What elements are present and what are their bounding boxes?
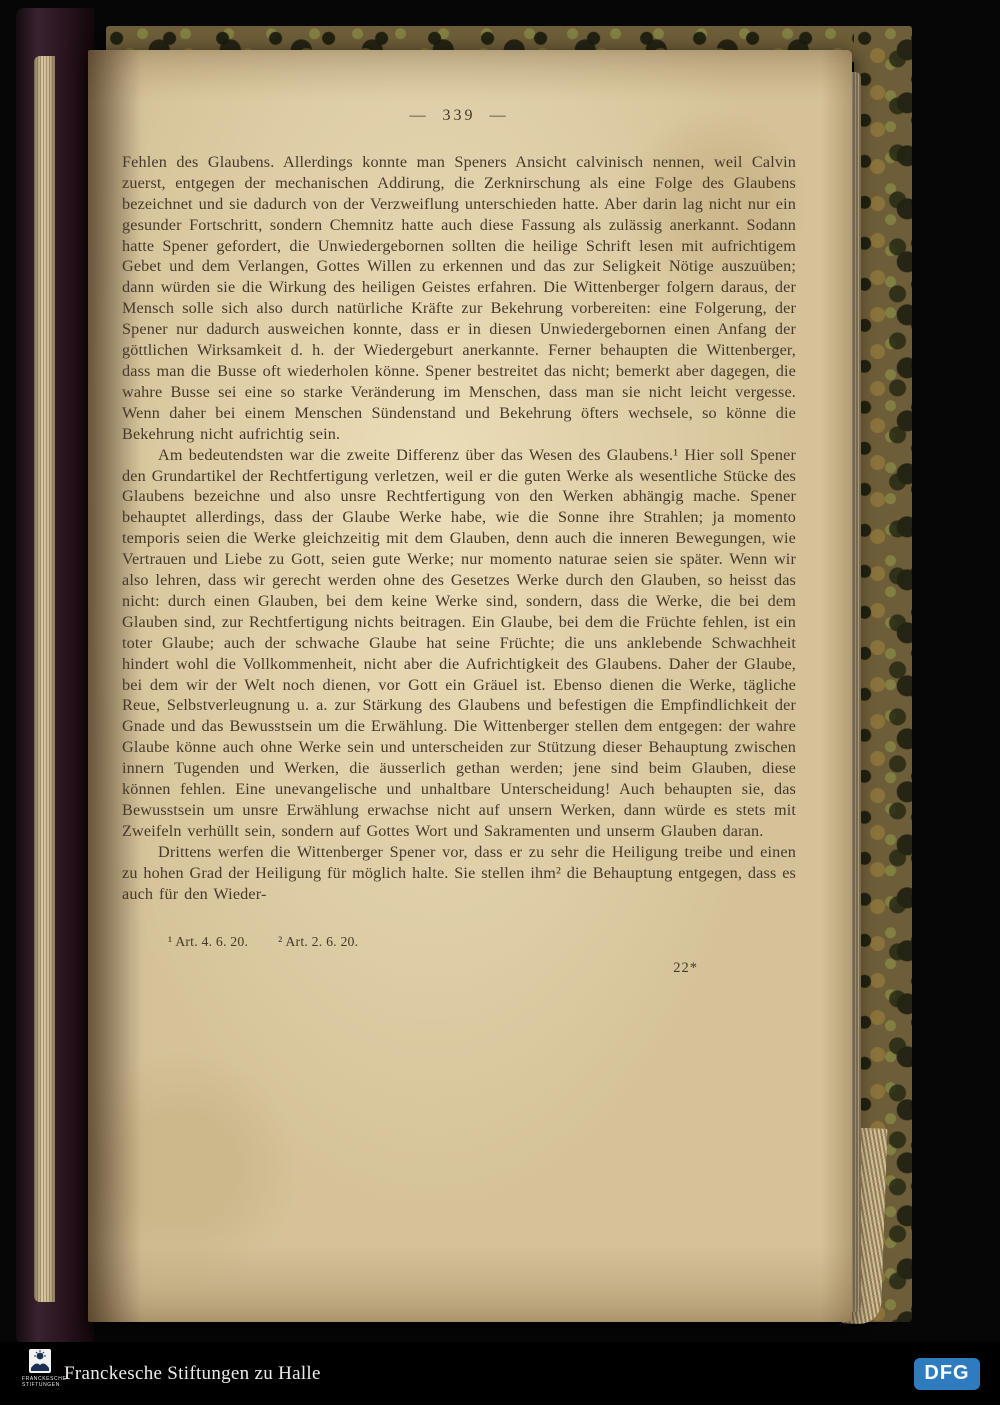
paragraph: Fehlen des Glaubens. Allerdings konnte man Speners Ansicht calvinisch nennen, weil Calvin zuerst, entgegen der mechanischen Addirung, die Zerknirschung als eine Folge des Glaubens bezeichnet und sie dadurch von der Verzweiflung unterschieden hatte. Aber darin lag nicht nur ein gesunder Fortschritt, sondern Chemnitz hatte auch diese Fassung als zulässig anerkannt. Sodann hatte Spener gefordert, die Unwiedergebornen sollten die heilige Schrift lesen mit aufrichtigem Gebet und dem Verlangen, Gottes Willen zu erkennen und das zur Seligkeit Nötige auszuüben; dann würden sie die Wirkung des heiligen Geistes erfahren. Die Wittenberger folgern daraus, der Mensch solle sich also durch natürliche Kräfte zur Bekehrung vorbereiten: eine Folgerung, der Spener nur dadurch ausweichen konnte, dass er in diesen Unwiedergebornen einen Anfang der göttlichen Wirksamkeit d. h. der Wiedergeburt anerkannte. Ferner behaupten die Wittenberger, dass man die Busse oft wiederholen könne. Spener bestreitet das nicht; bemerkt aber dagegen, die wahre Busse sei eine so starke Veränderung im Menschen, dass man sie nicht leicht vergesse. Wenn daher bei einem Menschen Sündenstand und Bekehrung öfters wechsele, so könne die Bekehrung nicht aufrichtig sein. bbox=[122, 152, 796, 443]
francke-eagle-sun-icon bbox=[28, 1348, 52, 1374]
book-cover-spine bbox=[16, 8, 94, 1344]
footer-bar bbox=[0, 1342, 1000, 1405]
footnote-1: ¹ Art. 4. 6. 20. bbox=[168, 933, 249, 949]
signature-mark: 22* bbox=[673, 960, 698, 977]
dfg-logo: DFG bbox=[914, 1358, 980, 1390]
library-name: Franckesche Stiftungen zu Halle bbox=[64, 1362, 321, 1384]
page-number: — 339 — bbox=[409, 107, 509, 124]
page-fore-edge-left bbox=[34, 56, 55, 1302]
footnote-row bbox=[122, 932, 796, 953]
book-page bbox=[88, 50, 852, 1322]
paragraph: Am bedeutendsten war die zweite Differenz über das Wesen des Glaubens.¹ Hier soll Spener den Grundartikel der Rechtfertigung verletzen, weil er die guten Werke als wesentliche Stücke des Glaubens bezeichne und also unsre Rechtfertigung von den Werken abhängig mache. Spener behauptet allerdings, dass der Glaube Werke habe, wie die Sonne ihre Strahlen; ja momento temporis seien die Werke gleichzeitig mit dem Glauben, denn auch die inneren Bewegungen, wie Vertrauen und Liebe zu Gott, seien gute Werke; nur momento naturae seien sie später. Wenn wir also lehren, dass wir gerecht werden ohne des Gesetzes Werke durch den Glauben, so heisst das nicht: durch einen Glauben, bei dem keine Werke sind, sondern, dass die Werke, die bei dem Glauben sind, zur Rechtfertigung nichts beitragen. Ein Glaube, bei dem die Früchte fehlen, ist ein toter Glaube; auch der schwache Glaube hat seine Früchte; die uns anklebende Schwachheit hindert wohl die Vollkommenheit, nicht aber die Aufrichtigkeit des Glaubens. Daher der Glaube, bei dem wir der Welt noch dienen, vor Gott ein Gräuel ist. Ebenso dienen die Werke, tägliche Reue, Selbstverleugnung u. a. zur Stärkung des Glaubens und befestigen die Empfindlichkeit der Gnade und das Bewusstsein um die Erwählung. Die Wittenberger stellen dem entgegen: der wahre Glaube könne auch ohne Werke sein und unterscheiden zur Stützung dieser Behauptung zwischen innern Tugenden und Werken, die äusserlich gethan werden; jene sind beim Glauben, diese können fehlen. Eine unevangelische und unhaltbare Unterscheidung! Auch behaupten sie, das Bewusstsein um unsre Erwählung erwachse nicht auf unsern Werken, dann würde es stets mit Zweifeln verhüllt sein, sondern auf Gottes Wort und Sakramenten und unserm Glauben daran. bbox=[122, 445, 796, 840]
footnote-2: ² Art. 2. 6. 20. bbox=[278, 933, 359, 949]
paragraph: Drittens werfen die Wittenberger Spener vor, dass er zu sehr die Heiligung treibe und einen zu hohen Grad der Heiligung für möglich halte. Sie stellen ihm² die Behauptung entgegen, dass es auch für den Wieder- bbox=[122, 842, 796, 903]
francke-logo-caption: FRANCKESCHE STIFTUNGEN bbox=[22, 1376, 67, 1388]
printed-content bbox=[122, 106, 796, 979]
francke-logo bbox=[22, 1348, 67, 1388]
